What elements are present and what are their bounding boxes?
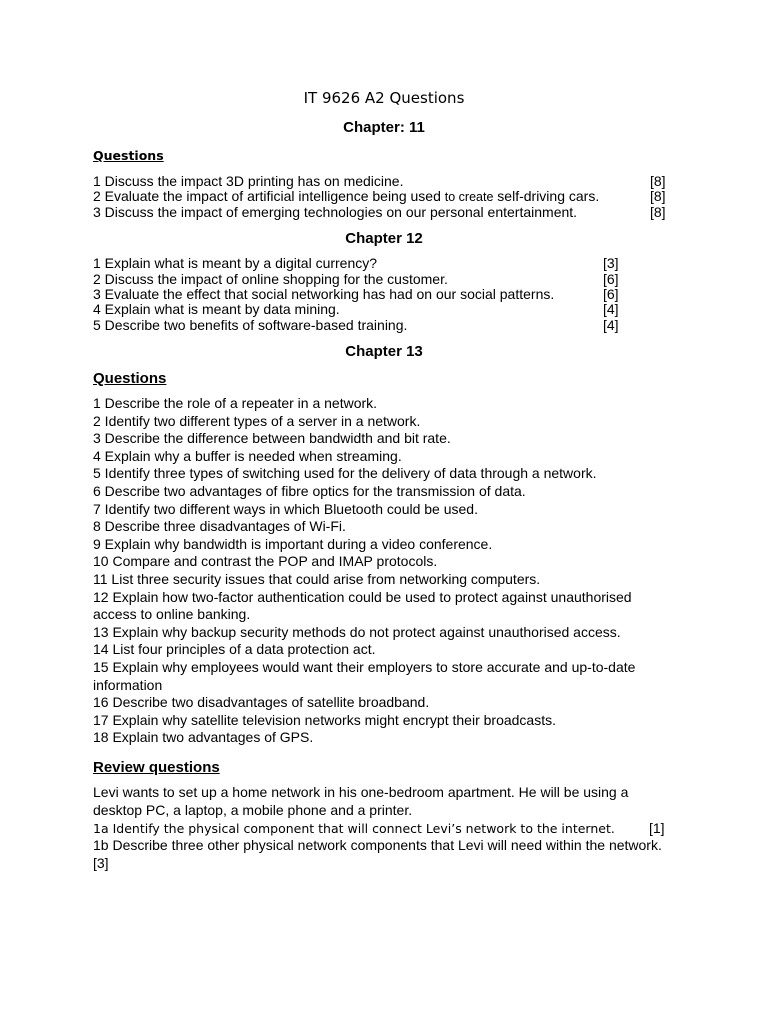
review-intro-line-2: desktop PC, a laptop, a mobile phone and a printer.: [93, 802, 413, 818]
ch12-question-2-mark: [6]: [603, 271, 619, 287]
ch13-question-line: 6 Describe two advantages of fibre optics for the transmission of data.: [93, 483, 526, 499]
ch13-question-line: 4 Explain why a buffer is needed when streaming.: [93, 447, 402, 464]
ch13-question-line: 11 List three security issues that could arise from networking computers.: [93, 571, 541, 587]
ch11-question-1-mark: [8]: [650, 173, 666, 189]
review-question-1a-mark: [1]: [649, 820, 665, 836]
chapter-13-heading: Chapter 13: [345, 343, 423, 360]
ch13-question-line: 9 Explain why bandwidth is important during a video conference.: [93, 535, 493, 552]
chapter-11-heading: Chapter: 11: [343, 119, 425, 136]
ch13-question-line: 13 Explain why backup security methods do not protect against unauthorised access.: [93, 623, 621, 640]
ch13-question-line: 10 Compare and contrast the POP and IMAP protocols.: [93, 553, 438, 570]
ch11-question-2-part-a: 2 Evaluate the impact of artificial intelligence being used: [93, 188, 445, 204]
ch13-question-line: 3 Describe the difference between bandwidth and bit rate.: [93, 430, 451, 447]
ch13-question-line: access to online banking.: [93, 606, 251, 623]
ch11-question-2-part-c: self-driving cars.: [493, 188, 600, 204]
ch11-question-2-part-b: to create: [444, 190, 494, 204]
ch12-question-3: 3 Evaluate the effect that social networking has had on our social patterns.: [93, 286, 555, 302]
ch13-question-line: 18 Explain two advantages of GPS.: [93, 729, 314, 746]
review-questions-heading: Review questions: [93, 759, 220, 776]
ch11-question-3: 3 Discuss the impact of emerging technologies on our personal entertainment.: [93, 204, 578, 220]
chapter-11-questions-heading: Questions: [93, 148, 164, 163]
ch11-question-1: 1 Discuss the impact 3D printing has on medicine.: [93, 173, 404, 189]
ch12-question-5: 5 Describe two benefits of software-based training.: [93, 317, 408, 333]
ch13-question-line: 2 Identify two different types of a server in a network.: [93, 412, 421, 429]
ch12-question-1-mark: [3]: [603, 255, 619, 271]
ch13-question-line: 1 Describe the role of a repeater in a network.: [93, 395, 378, 411]
ch13-question-line: 17 Explain why satellite television networks might encrypt their broadcasts.: [93, 711, 556, 728]
ch13-question-line: 8 Describe three disadvantages of Wi-Fi.: [93, 518, 346, 535]
ch13-question-line: 14 List four principles of a data protection act.: [93, 641, 376, 658]
ch12-question-5-mark: [4]: [603, 317, 619, 333]
ch12-question-4: 4 Explain what is meant by data mining.: [93, 301, 340, 317]
review-question-1b-mark: [3]: [93, 855, 109, 871]
ch11-question-2: [93, 188, 599, 205]
ch12-question-1: 1 Explain what is meant by a digital currency?: [93, 255, 378, 271]
review-question-1a: 1a Identify the physical component that will connect Levi’s network to the internet.: [93, 821, 615, 836]
ch13-question-line: 15 Explain why employees would want their employers to store accurate and up-to-date: [93, 659, 636, 675]
ch13-question-line: information: [93, 676, 163, 693]
ch11-question-3-mark: [8]: [650, 204, 666, 220]
document-title: IT 9626 A2 Questions: [303, 89, 465, 107]
chapter-12-heading: Chapter 12: [345, 230, 423, 247]
chapter-13-questions-heading: Questions: [93, 370, 167, 387]
ch12-question-4-mark: [4]: [603, 301, 619, 317]
ch12-question-2: 2 Discuss the impact of online shopping for the customer.: [93, 271, 448, 287]
review-question-1b: 1b Describe three other physical network components that Levi will need within the network.: [93, 837, 662, 853]
ch13-question-line: 5 Identify three types of switching used for the delivery of data through a network.: [93, 465, 597, 482]
ch13-question-line: 16 Describe two disadvantages of satellite broadband.: [93, 694, 430, 711]
ch12-question-3-mark: [6]: [603, 286, 619, 302]
ch13-question-line: 7 Identify two different ways in which Bluetooth could be used.: [93, 500, 478, 517]
review-intro-line-1: Levi wants to set up a home network in his one-bedroom apartment. He will be using a: [93, 784, 629, 800]
ch11-question-2-mark: [8]: [650, 188, 666, 204]
ch13-question-line: 12 Explain how two-factor authentication could be used to protect against unauthorised: [93, 588, 632, 605]
